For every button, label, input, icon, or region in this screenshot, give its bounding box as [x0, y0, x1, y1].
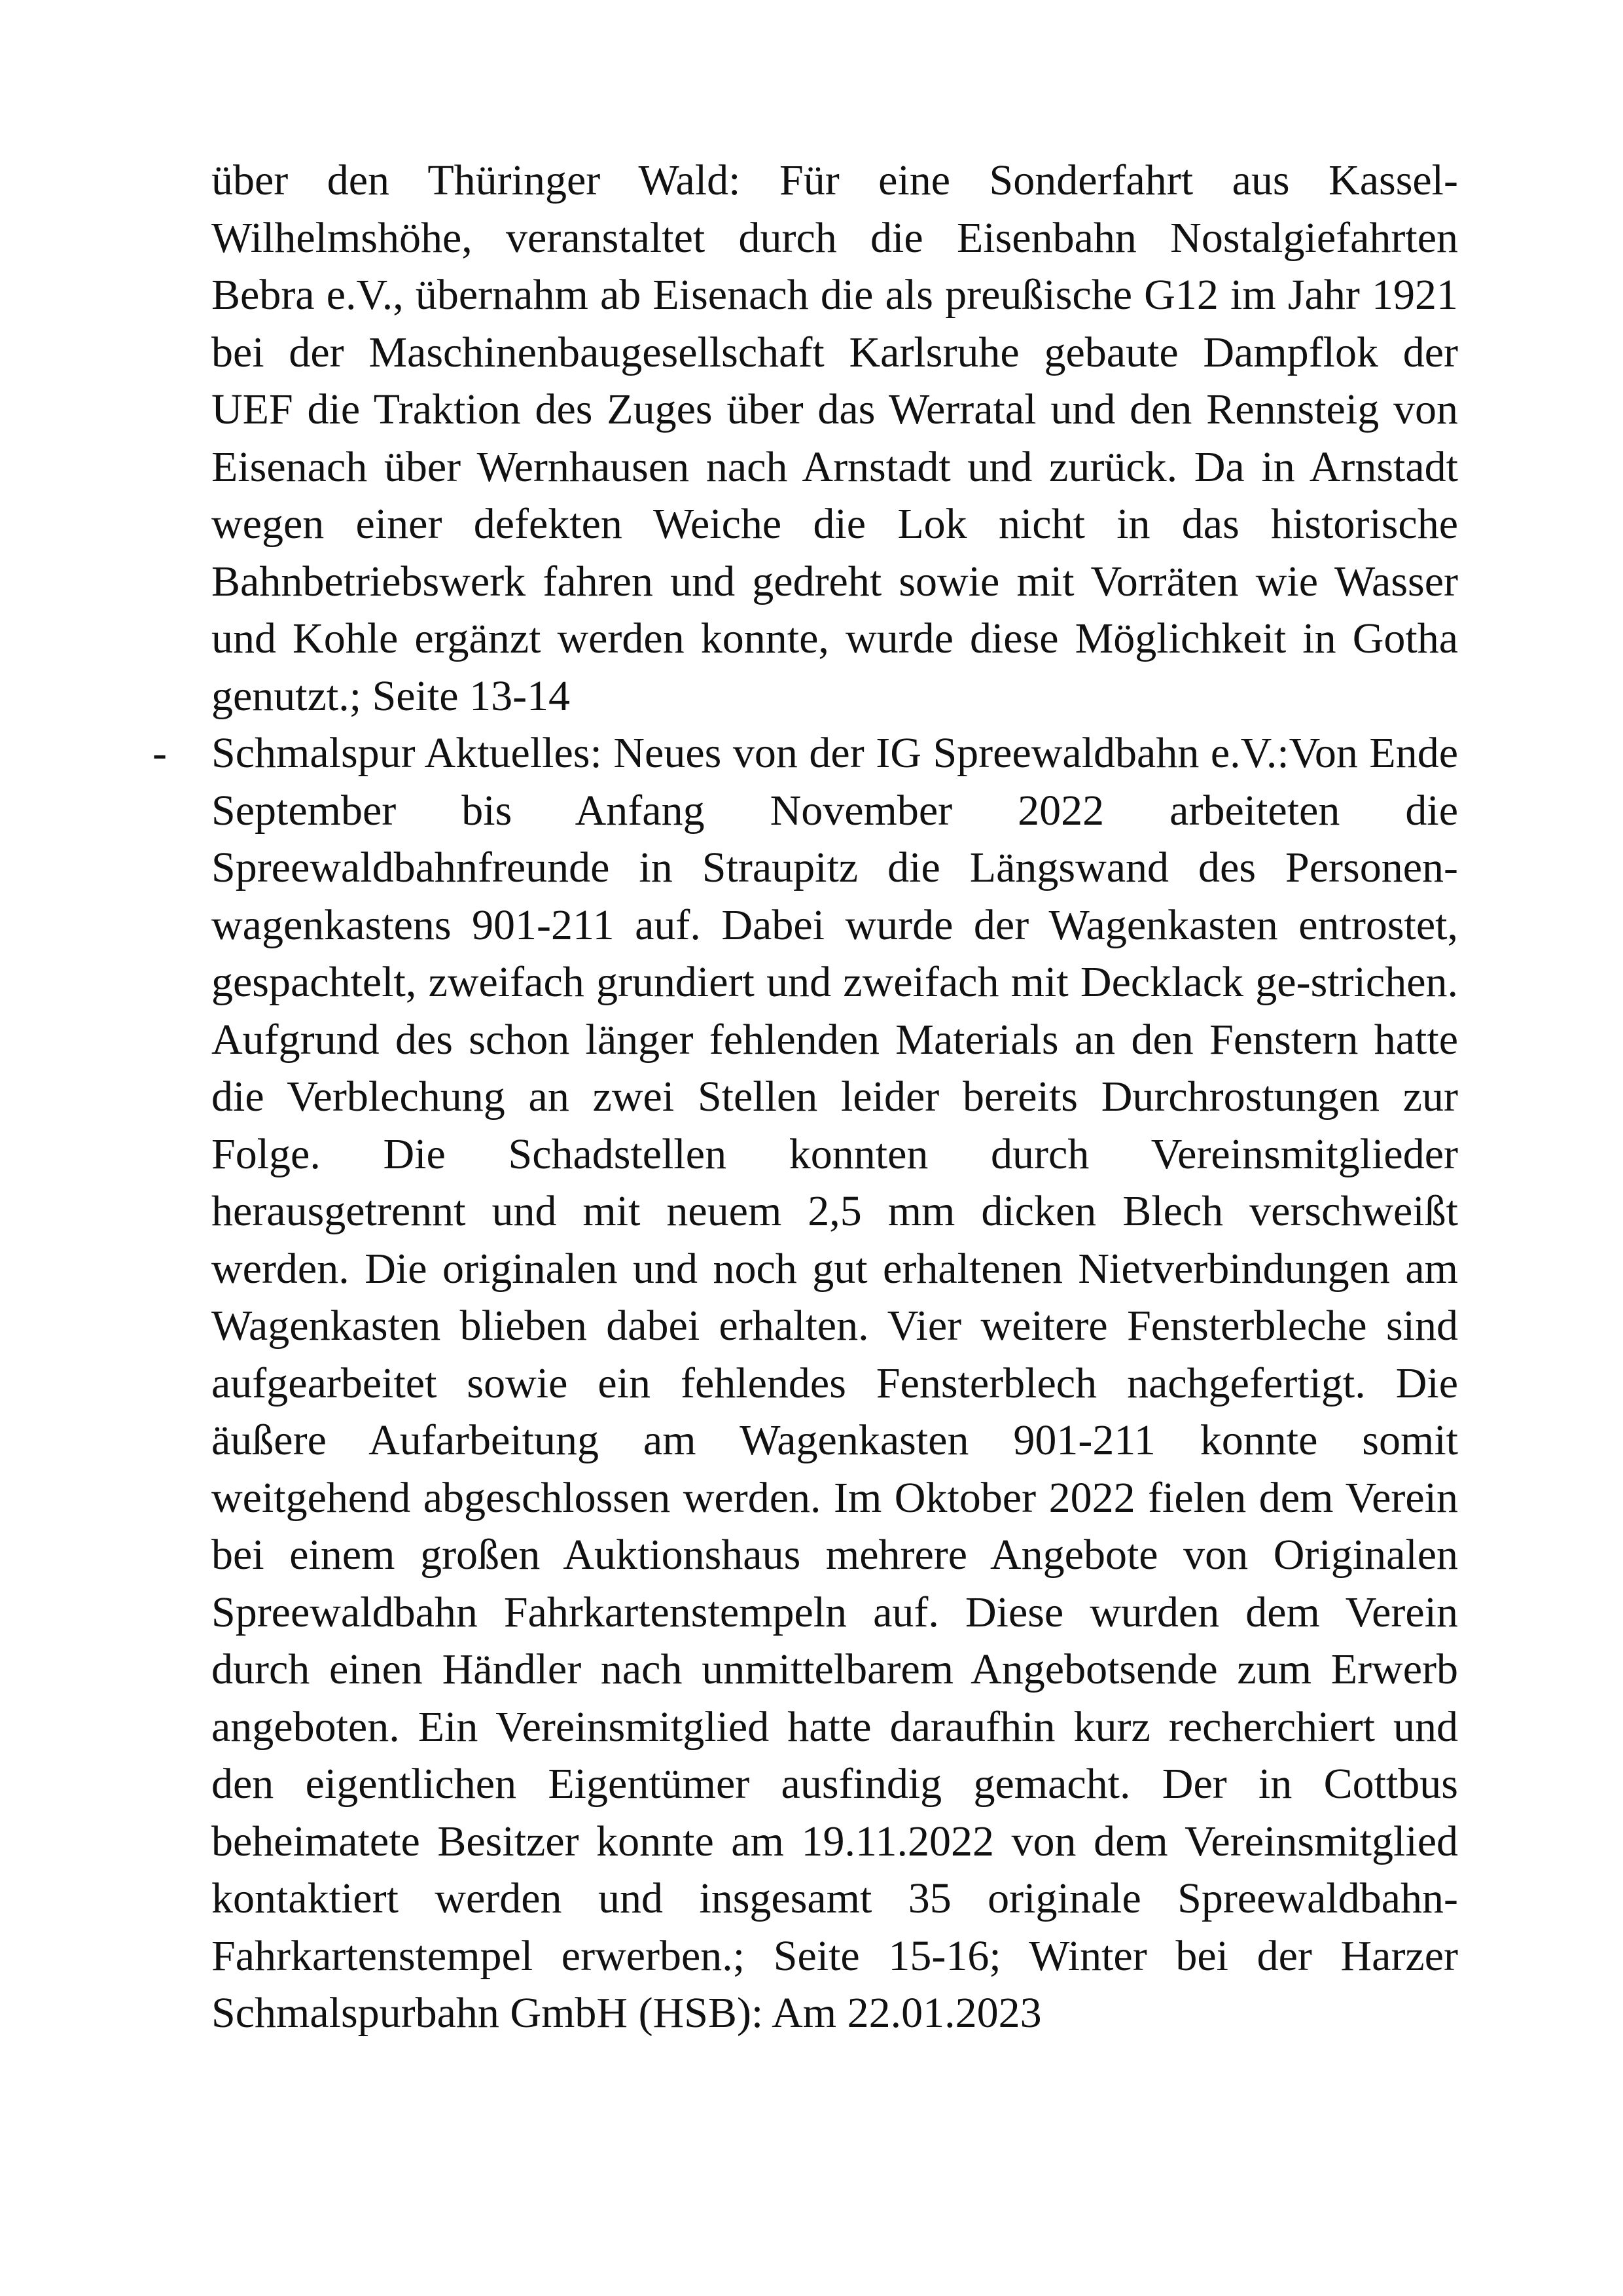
- list-item-text: Schmalspur Aktuelles: Neues von der IG Spreewaldbahn e.V.:Von Ende September bis Anfang November 2022 arbeiteten die Spreewaldbahnfreunde in Straupitz die Längswand des Personenwagenkastens 901-211 auf. Dabei wurde der Wagenkasten entrostet, gespachtelt, zweifach grundiert und zweifach mit Decklack ge-strichen. Aufgrund des schon länger fehlenden Materials an den Fenstern hatte die Verblechung an zwei Stellen leider bereits Durchrostungen zur Folge. Die Schadstellen konnten durch Vereinsmitglieder herausgetrennt und mit neuem 2,5 mm dicken Blech verschweißt werden. Die originalen und noch gut erhaltenen Nietverbindungen am Wagenkasten blieben dabei erhalten. Vier weitere Fensterbleche sind aufgearbeitet sowie ein fehlendes Fensterblech nachgefertigt. Die äußere Aufarbeitung am Wagenkasten 901-211 konnte somit weitgehend abgeschlossen werden. Im Oktober 2022 fielen dem Verein bei einem großen Auktionshaus mehrere Angebote von Originalen Spreewaldbahn Fahrkartenstempeln auf. Diese wurden dem Verein durch einen Händler nach unmittelbarem Angebotsende zum Erwerb angeboten. Ein Vereinsmitglied hatte daraufhin kurz recherchiert und den eigentlichen Eigentümer ausfindig gemacht. Der in Cottbus beheimatete Besitzer konnte am 19.11.2022 von dem Vereinsmitglied kontaktiert werden und insgesamt 35 originale Spreewaldbahn-Fahrkartenstempel erwerben.; Seite 15-16; Winter bei der Harzer Schmalspurbahn GmbH (HSB): Am 22.01.2023: [211, 729, 1458, 2037]
- continuation-paragraph: über den Thüringer Wald: Für eine Sonderfahrt aus Kassel-Wilhelmshöhe, veranstaltet durch die Eisenbahn Nostalgiefahrten Bebra e.V., übernahm ab Eisenach die als preußische G12 im Jahr 1921 bei der Maschinenbaugesellschaft Karlsruhe gebaute Dampflok der UEF die Traktion des Zuges über das Werratal und den Rennsteig von Eisenach über Wernhausen nach Arnstadt und zurück. Da in Arnstadt wegen einer defekten Weiche die Lok nicht in das historische Bahnbetriebswerk fahren und gedreht sowie mit Vorräten wie Wasser und Kohle ergänzt werden konnte, wurde diese Möglichkeit in Gotha genutzt.; Seite 13-14: [211, 156, 1458, 720]
- list-item-marker: -: [152, 729, 167, 777]
